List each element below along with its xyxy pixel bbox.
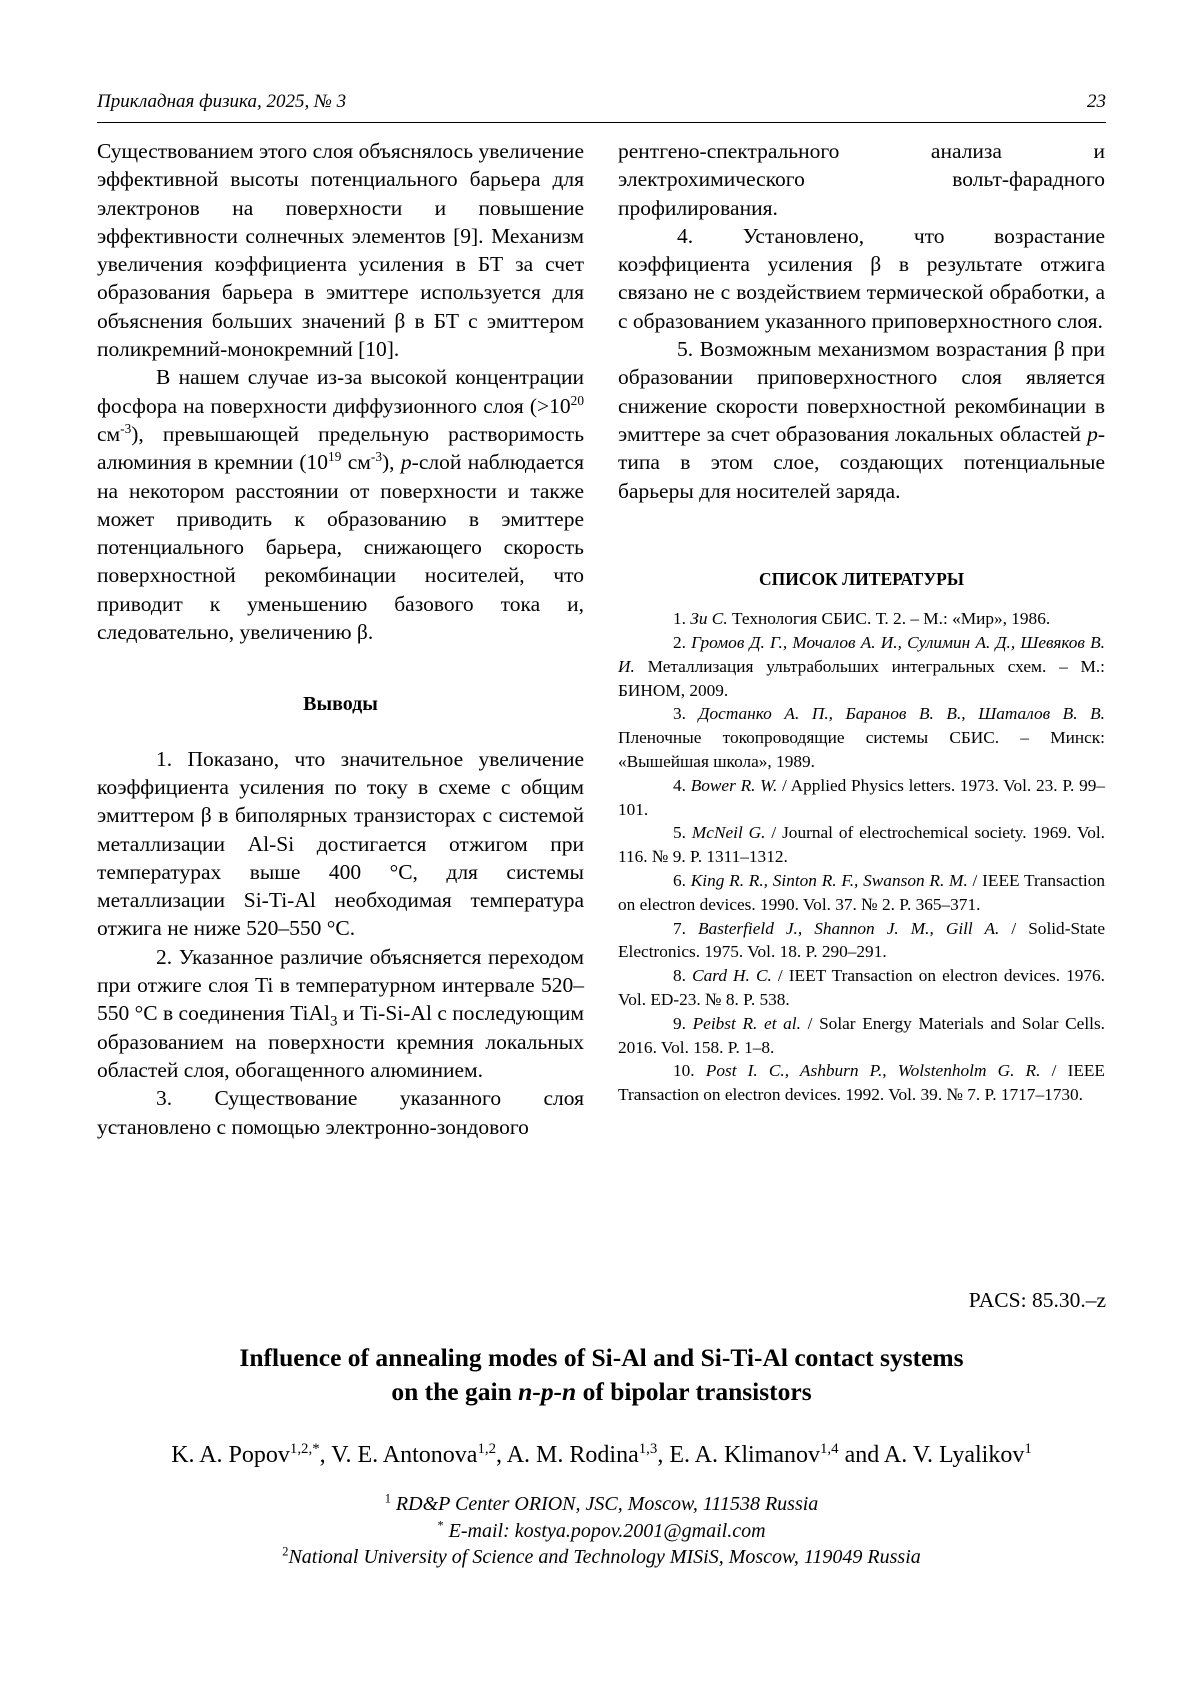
conclusion-item: 4. Установлено, что возрастание коэффициента усиления β в результате отжига связано не с воздействием термической обработки, а с образованием указанного приповерхностного слоя. bbox=[618, 223, 1105, 333]
reference-item: 4. Bower R. W. / Applied Physics letters. 1973. Vol. 23. P. 99–101. bbox=[618, 775, 1105, 819]
page-number: 23 bbox=[1087, 91, 1106, 112]
references-heading: СПИСОК ЛИТЕРАТУРЫ bbox=[758, 568, 965, 589]
affiliation-line: $^2$National University of Science and Technology MISiS, Moscow, 119049 Russia bbox=[282, 1544, 921, 1568]
reference-item: 8. Card H. C. / IEET Transaction on electron devices. 1976. Vol. ED-23. № 8. P. 538. bbox=[618, 966, 1105, 1009]
pacs-code: PACS: 85.30.–z bbox=[968, 1288, 1106, 1312]
author-list: K. A. Popov$^{1,2,*}$, V. E. Antonova$^{1,2}$, A. M. Rodina$^{1,3}$, E. A. Klimanov$^{1,4}$ and A. V. Lyalikov$^1$ bbox=[171, 1441, 1032, 1468]
author-name: A. M. Rodina bbox=[506, 1442, 639, 1468]
reference-item: 1. Зи С. Технология СБИС. Т. 2. – М.: «Мир», 1986. bbox=[673, 609, 1051, 629]
reference-item: 3. Достанко А. П., Баранов В. В., Шаталов В. В. Пленочные токопроводящие системы СБИС. – Минск: «Вышейшая школа», 1989. bbox=[618, 704, 1105, 771]
left-column bbox=[97, 137, 584, 1141]
paragraph: В нашем случае из-за высокой концентрации фосфора на поверхности диффузионного слоя ($>10^{20}$ $см^{-3}$), превышающей предельную растворимость алюминия в кремнии ($10^{19}$ $см^{-3}$), p-слой наблюдается на некотором расстоянии от поверхности и также может приводить к образованию в эмиттере потенциального барьера, снижающего скорость поверхностной рекомбинации носителей, что приводит к уменьшению базового тока и, следовательно, увеличению β. bbox=[97, 365, 584, 645]
author-name: A. V. Lyalikov bbox=[883, 1442, 1025, 1468]
conclusions-heading: Выводы bbox=[303, 693, 378, 716]
conclusion-item: 2. Указанное различие объясняется переходом при отжиге слоя Ti в температурном интервале 520–550 °С в соединения TiAl$_3$ и Ti-Si-Al с последующим образованием на поверхности кремния локальных областей слоя, обогащенного алюминием. bbox=[97, 944, 585, 1082]
conclusion-item: 1. Показано, что значительное увеличение коэффициента усиления по току в схеме с общим эмиттером β в биполярных транзисторах с системой металлизации Al-Si достигается отжигом при температурах выше 400 °С, для системы металлизации Si-Ti-Al необходимая температура отжига не ниже 520–550 °С. bbox=[97, 746, 584, 941]
journal-citation: Прикладная физика, 2025, № 3 bbox=[97, 91, 347, 112]
reference-item: 7. Basterfield J., Shannon J. M., Gill A. / Solid-State Electronics. 1975. Vol. 18. P. 290–291. bbox=[618, 918, 1106, 962]
affiliations bbox=[97, 1491, 1106, 1571]
affiliation-line: $^1$ RD&P Center ORION, JSC, Moscow, 111538 Russia bbox=[384, 1491, 819, 1515]
header-rule bbox=[97, 122, 1106, 123]
paragraph: Существованием этого слоя объяснялось увеличение эффективной высоты потенциального барьера для электронов на поверхности и повышение эффективности солнечных элементов [9]. Механизм увеличения коэффициента усиления в БТ за счет образования барьера в эмиттере используется для объяснения больших значений β в БТ с эмиттером поликремний-монокремний [10]. bbox=[97, 139, 584, 362]
running-head bbox=[97, 90, 1106, 114]
author-name: E. A. Klimanov bbox=[669, 1442, 820, 1468]
english-title: Influence of annealing modes of Si-Al and Si-Ti-Al contact systems on the gain n-p-n of bipolar transistors bbox=[239, 1343, 964, 1406]
references-list bbox=[618, 607, 1105, 1107]
conclusion-item: 5. Возможным механизмом возрастания β при образовании приповерхностного слоя является снижение скорости поверхностной рекомбинации в эмиттере за счет образования локальных областей p-типа в этом слое, создающих потенциальные барьеры для носителей заряда. bbox=[618, 337, 1105, 503]
reference-item: 5. McNeil G. / Journal of electrochemical society. 1969. Vol. 116. № 9. P. 1311–1312. bbox=[618, 823, 1105, 867]
reference-item: 10. Post I. C., Ashburn P., Wolstenholm G. R. / IEEE Transaction on electron devices. 1992. Vol. 39. № 7. P. 1717–1730. bbox=[618, 1061, 1105, 1105]
reference-item: 2. Громов Д. Г., Мочалов А. И., Сулимин А. Д., Шевяков В. И. Металлизация ультрабольших интегральных схем. – М.: БИНОМ, 2009. bbox=[618, 632, 1106, 700]
author-name: V. E. Antonova bbox=[331, 1442, 478, 1468]
author-name: K. A. Popov bbox=[171, 1442, 290, 1468]
paragraph: рентгено-спектрального анализа и электрохимического вольт-фарадного профилирования. bbox=[618, 139, 1105, 220]
reference-item: 6. King R. R., Sinton R. F., Swanson R. M. / IEEE Transaction on electron devices. 1990. Vol. 37. № 2. P. 365–371. bbox=[618, 870, 1105, 914]
conclusion-item: 3. Существование указанного слоя установлено с помощью электронно-зондового bbox=[97, 1086, 584, 1139]
reference-item: 9. Peibst R. et al. / Solar Energy Materials and Solar Cells. 2016. Vol. 158. P. 1–8. bbox=[618, 1013, 1105, 1057]
right-column bbox=[618, 137, 1105, 1107]
affiliation-line: * E-mail: kostya.popov.2001@gmail.com bbox=[437, 1517, 766, 1542]
